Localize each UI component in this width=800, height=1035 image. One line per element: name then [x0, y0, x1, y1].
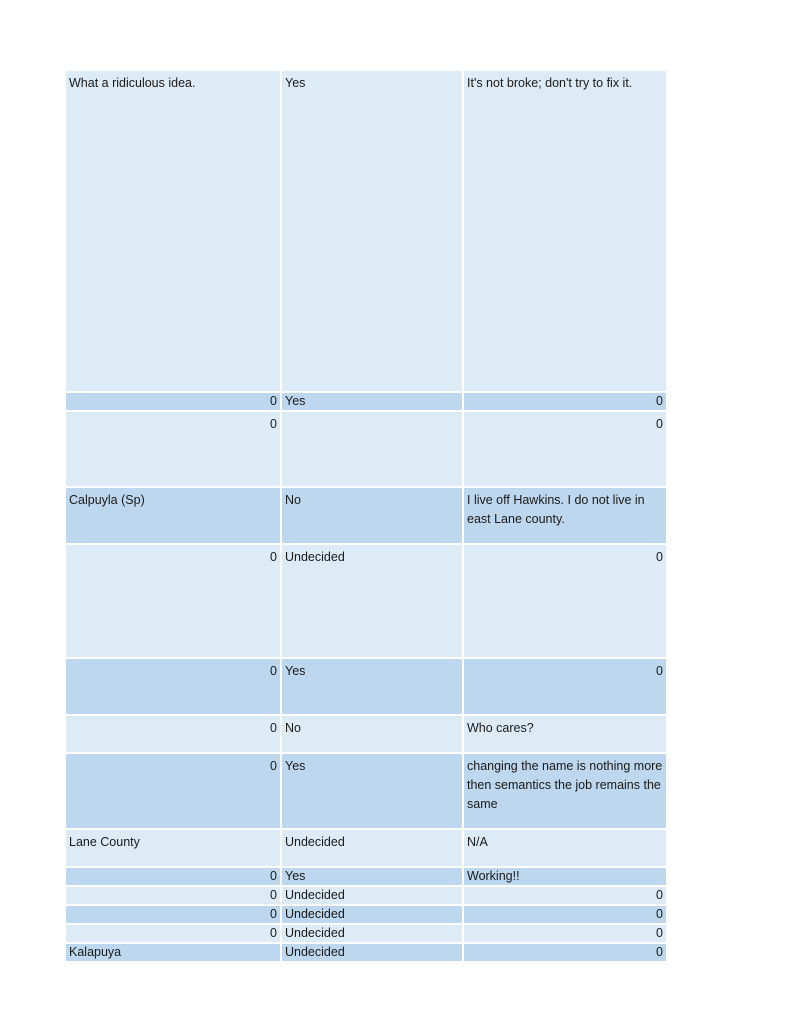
cell-col2[interactable]: No: [282, 488, 464, 545]
cell-col3[interactable]: 0: [464, 393, 666, 412]
table-row: [66, 412, 666, 488]
spreadsheet-table: [66, 71, 666, 963]
cell-col1[interactable]: 0: [66, 754, 282, 830]
table-row: [66, 545, 666, 659]
cell-col1[interactable]: Calpuyla (Sp): [66, 488, 282, 545]
table-row: [66, 868, 666, 887]
cell-col3[interactable]: It's not broke; don't try to fix it.: [464, 71, 666, 393]
cell-col1[interactable]: 0: [66, 716, 282, 754]
cell-col2[interactable]: Undecided: [282, 944, 464, 963]
cell-col3[interactable]: 0: [464, 659, 666, 716]
table-row: [66, 716, 666, 754]
cell-col3[interactable]: 0: [464, 906, 666, 925]
cell-col2[interactable]: Yes: [282, 659, 464, 716]
table-row: [66, 71, 666, 393]
cell-col2[interactable]: Yes: [282, 868, 464, 887]
table-row: [66, 887, 666, 906]
cell-col3[interactable]: 0: [464, 412, 666, 488]
cell-col3[interactable]: 0: [464, 545, 666, 659]
table-row: [66, 659, 666, 716]
cell-col3[interactable]: N/A: [464, 830, 666, 868]
cell-col1[interactable]: 0: [66, 412, 282, 488]
table-row: [66, 944, 666, 963]
cell-col2[interactable]: Yes: [282, 393, 464, 412]
table-row: [66, 906, 666, 925]
cell-col1[interactable]: 0: [66, 868, 282, 887]
cell-col2[interactable]: Undecided: [282, 830, 464, 868]
table-row: [66, 393, 666, 412]
cell-col2[interactable]: Undecided: [282, 887, 464, 906]
cell-col1[interactable]: Kalapuya: [66, 944, 282, 963]
cell-col1[interactable]: Lane County: [66, 830, 282, 868]
table-row: [66, 488, 666, 545]
cell-col1[interactable]: What a ridiculous idea.: [66, 71, 282, 393]
cell-col3[interactable]: I live off Hawkins. I do not live in east Lane county.: [464, 488, 666, 545]
cell-col2[interactable]: No: [282, 716, 464, 754]
cell-col3[interactable]: Who cares?: [464, 716, 666, 754]
cell-col1[interactable]: 0: [66, 659, 282, 716]
cell-col3[interactable]: 0: [464, 925, 666, 944]
table-row: [66, 754, 666, 830]
cell-col2[interactable]: Undecided: [282, 545, 464, 659]
cell-col1[interactable]: 0: [66, 906, 282, 925]
cell-col2[interactable]: Yes: [282, 754, 464, 830]
cell-col1[interactable]: 0: [66, 393, 282, 412]
cell-col3[interactable]: 0: [464, 887, 666, 906]
cell-col1[interactable]: 0: [66, 545, 282, 659]
cell-col2[interactable]: [282, 412, 464, 488]
cell-col3[interactable]: changing the name is nothing more then semantics the job remains the same: [464, 754, 666, 830]
table-row: [66, 925, 666, 944]
cell-col3[interactable]: 0: [464, 944, 666, 963]
cell-col1[interactable]: 0: [66, 925, 282, 944]
cell-col1[interactable]: 0: [66, 887, 282, 906]
cell-col2[interactable]: Undecided: [282, 925, 464, 944]
cell-col2[interactable]: Undecided: [282, 906, 464, 925]
cell-col3[interactable]: Working!!: [464, 868, 666, 887]
cell-col2[interactable]: Yes: [282, 71, 464, 393]
table-row: [66, 830, 666, 868]
table-body: [66, 71, 666, 963]
